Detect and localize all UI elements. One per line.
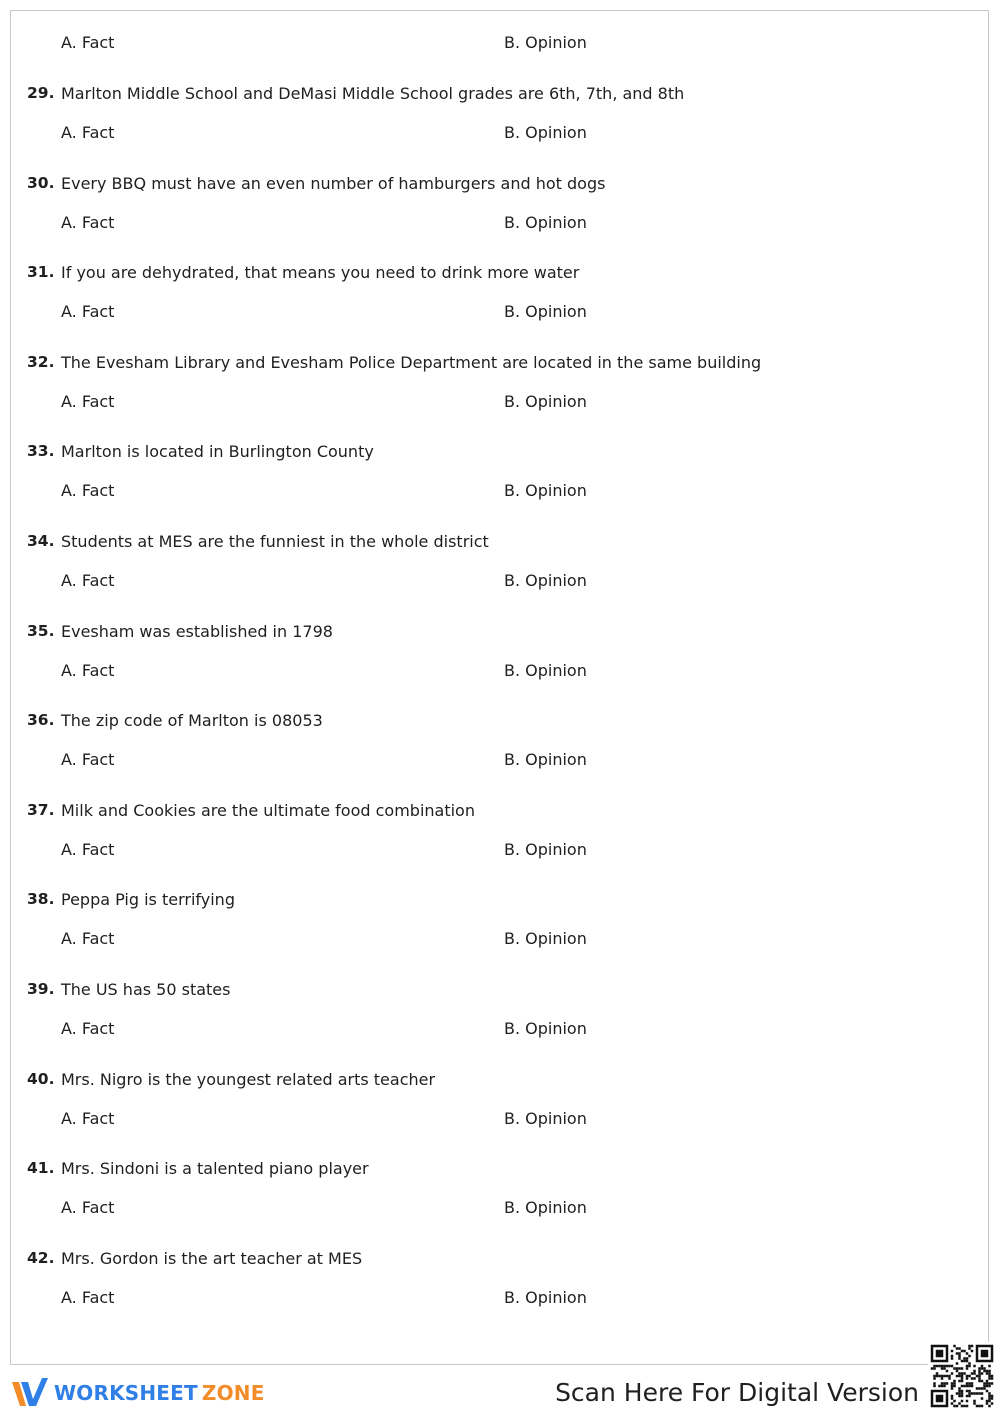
question-text: Evesham was established in 1798 (61, 622, 333, 641)
question-text: If you are dehydrated, that means you need to drink more water (61, 263, 580, 282)
option-opinion[interactable]: B. Opinion (504, 481, 587, 500)
option-opinion[interactable]: B. Opinion (504, 123, 587, 142)
question-item (0, 709, 1000, 779)
option-fact[interactable]: A. Fact (61, 302, 115, 321)
option-opinion[interactable]: B. Opinion (504, 213, 587, 232)
option-opinion[interactable]: B. Opinion (504, 840, 587, 859)
qr-code-icon[interactable] (928, 1342, 996, 1410)
option-opinion[interactable]: B. Opinion (504, 1198, 587, 1217)
question-text: Every BBQ must have an even number of hamburgers and hot dogs (61, 174, 606, 193)
question-number: 29. (27, 84, 55, 102)
option-fact[interactable]: A. Fact (61, 1019, 115, 1038)
question-item (0, 530, 1000, 600)
option-opinion[interactable]: B. Opinion (504, 571, 587, 590)
option-opinion[interactable]: B. Opinion (504, 1019, 587, 1038)
question-text: Peppa Pig is terrifying (61, 890, 235, 909)
option-opinion[interactable]: B. Opinion (504, 302, 587, 321)
option-fact[interactable]: A. Fact (61, 1288, 115, 1307)
question-number: 31. (27, 263, 55, 281)
question-number: 33. (27, 442, 55, 460)
footer (0, 1366, 1000, 1414)
option-opinion[interactable]: B. Opinion (504, 1288, 587, 1307)
worksheetzone-logo (10, 1376, 265, 1410)
question-text: Mrs. Sindoni is a talented piano player (61, 1159, 369, 1178)
question-item (0, 888, 1000, 958)
question-item (0, 440, 1000, 510)
option-opinion[interactable]: B. Opinion (504, 392, 587, 411)
logo-text-zone: ZONE (201, 1381, 265, 1405)
scan-instruction: Scan Here For Digital Version (555, 1378, 919, 1407)
question-item (0, 1157, 1000, 1227)
question-item (0, 620, 1000, 690)
question-number: 32. (27, 353, 55, 371)
question-text: The Evesham Library and Evesham Police Department are located in the same building (61, 353, 762, 372)
question-item (0, 799, 1000, 869)
option-fact[interactable]: A. Fact (61, 929, 115, 948)
question-number: 38. (27, 890, 55, 908)
question-item (0, 1068, 1000, 1138)
question-item (0, 82, 1000, 152)
question-text: The zip code of Marlton is 08053 (61, 711, 323, 730)
option-fact[interactable]: A. Fact (61, 571, 115, 590)
logo-text-worksheet: WORKSHEET (54, 1381, 198, 1405)
question-number: 42. (27, 1249, 55, 1267)
question-text: Students at MES are the funniest in the whole district (61, 532, 489, 551)
question-text: The US has 50 states (61, 980, 231, 999)
question-item (0, 978, 1000, 1048)
worksheetzone-logo-icon (10, 1376, 50, 1410)
question-number: 30. (27, 174, 55, 192)
question-item (0, 351, 1000, 421)
question-number: 39. (27, 980, 55, 998)
question-number: 41. (27, 1159, 55, 1177)
question-text: Milk and Cookies are the ultimate food combination (61, 801, 475, 820)
option-fact[interactable]: A. Fact (61, 840, 115, 859)
option-opinion[interactable]: B. Opinion (504, 750, 587, 769)
option-fact[interactable]: A. Fact (61, 661, 115, 680)
option-fact[interactable]: A. Fact (61, 481, 115, 500)
option-fact[interactable]: A. Fact (61, 1109, 115, 1128)
option-fact[interactable]: A. Fact (61, 123, 115, 142)
option-opinion[interactable]: B. Opinion (504, 661, 587, 680)
question-text: Marlton Middle School and DeMasi Middle School grades are 6th, 7th, and 8th (61, 84, 685, 103)
option-fact[interactable]: A. Fact (61, 1198, 115, 1217)
option-opinion[interactable]: B. Opinion (504, 33, 587, 52)
question-item (0, 172, 1000, 242)
option-fact[interactable]: A. Fact (61, 392, 115, 411)
question-number: 36. (27, 711, 55, 729)
question-text: Marlton is located in Burlington County (61, 442, 374, 461)
option-fact[interactable]: A. Fact (61, 33, 115, 52)
question-number: 40. (27, 1070, 55, 1088)
logo-wordmark (54, 1381, 265, 1405)
option-fact[interactable]: A. Fact (61, 750, 115, 769)
question-text: Mrs. Gordon is the art teacher at MES (61, 1249, 363, 1268)
option-opinion[interactable]: B. Opinion (504, 929, 587, 948)
question-number: 34. (27, 532, 55, 550)
option-fact[interactable]: A. Fact (61, 213, 115, 232)
question-number: 35. (27, 622, 55, 640)
leading-answer-options (0, 32, 1000, 54)
question-item (0, 261, 1000, 331)
option-opinion[interactable]: B. Opinion (504, 1109, 587, 1128)
question-text: Mrs. Nigro is the youngest related arts teacher (61, 1070, 436, 1089)
question-number: 37. (27, 801, 55, 819)
question-item (0, 1247, 1000, 1317)
